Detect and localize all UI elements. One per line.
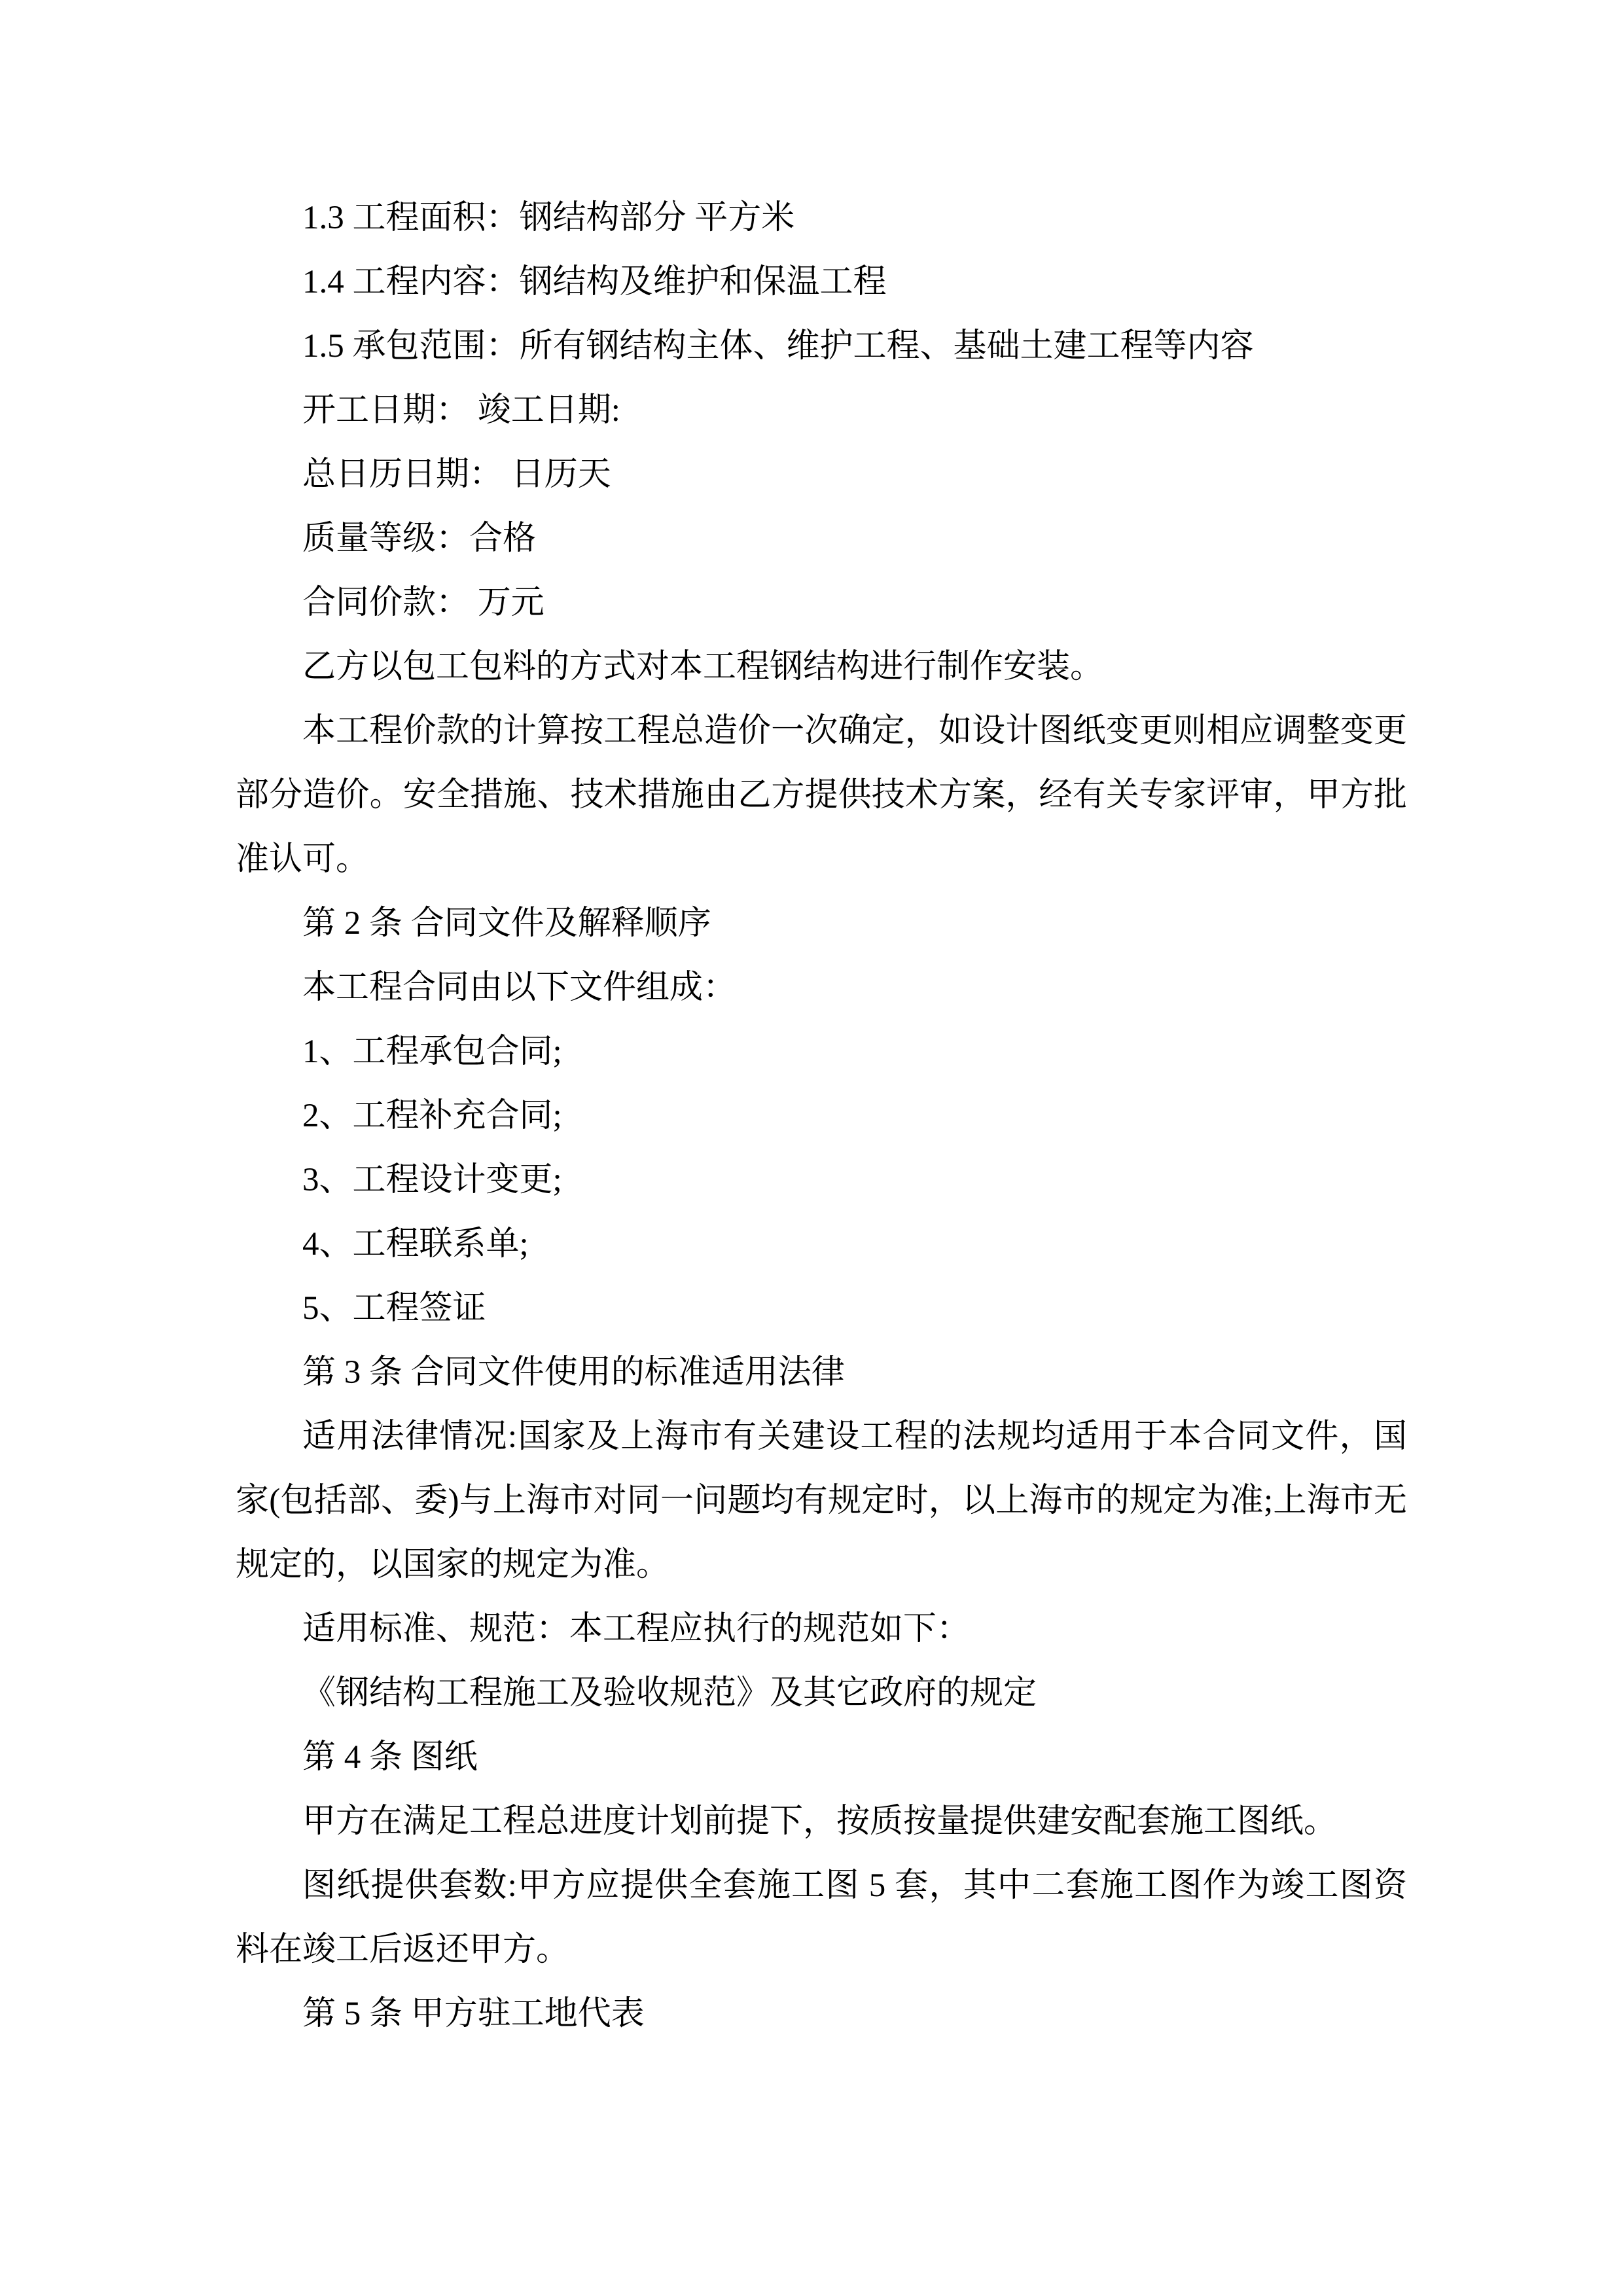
doc-item-2: 2、工程补充合同; bbox=[302, 1098, 562, 1134]
contract-scope: 1.5 承包范围：所有钢结构主体、维护工程、基础土建工程等内容 bbox=[302, 328, 1254, 365]
drawings-sets: 图纸提供套数:甲方应提供全套施工图 5 套，其中二套施工图作为竣工图资料在竣工后返还甲方。 bbox=[236, 1867, 1407, 1968]
doc-item-1: 1、工程承包合同; bbox=[302, 1033, 562, 1070]
contract-body-text bbox=[236, 186, 1407, 2046]
doc-item-5: 5、工程签证 bbox=[302, 1290, 486, 1327]
applicable-law: 适用法律情况:国家及上海市有关建设工程的法规均适用于本合同文件，国家(包括部、委)与上海市对同一问题均有规定时，以上海市的规定为准;上海市无规定的，以国家的规定为准。 bbox=[236, 1418, 1407, 1583]
clause-3-heading: 第 3 条 合同文件使用的标准适用法律 bbox=[302, 1354, 845, 1391]
clause-4-heading: 第 4 条 图纸 bbox=[302, 1739, 478, 1776]
calendar-days: 总日历日期： 日历天 bbox=[302, 456, 611, 493]
doc-item-4: 4、工程联系单; bbox=[302, 1226, 529, 1263]
price-calculation: 本工程价款的计算按工程总造价一次确定，如设计图纸变更则相应调整变更部分造价。安全措施、技术措施由乙方提供技术方案，经有关专家评审，甲方批准认可。 bbox=[236, 713, 1407, 878]
standards-reference: 《钢结构工程施工及验收规范》及其它政府的规定 bbox=[302, 1675, 1037, 1712]
contracting-method: 乙方以包工包料的方式对本工程钢结构进行制作安装。 bbox=[302, 649, 1104, 685]
drawings-provision: 甲方在满足工程总进度计划前提下，按质按量提供建安配套施工图纸。 bbox=[302, 1803, 1338, 1840]
quality-grade: 质量等级：合格 bbox=[302, 520, 537, 557]
work-dates: 开工日期： 竣工日期: bbox=[302, 392, 620, 429]
applicable-standards: 适用标准、规范：本工程应执行的规范如下： bbox=[302, 1611, 971, 1647]
project-area: 1.3 工程面积：钢结构部分 平方米 bbox=[302, 200, 795, 236]
doc-item-3: 3、工程设计变更; bbox=[302, 1162, 562, 1198]
contract-price: 合同价款： 万元 bbox=[302, 584, 544, 621]
contract-documents-intro: 本工程合同由以下文件组成： bbox=[302, 969, 737, 1006]
clause-5-heading: 第 5 条 甲方驻工地代表 bbox=[302, 1996, 645, 2032]
clause-2-heading: 第 2 条 合同文件及解释顺序 bbox=[302, 905, 711, 942]
project-content: 1.4 工程内容：钢结构及维护和保温工程 bbox=[302, 264, 887, 300]
